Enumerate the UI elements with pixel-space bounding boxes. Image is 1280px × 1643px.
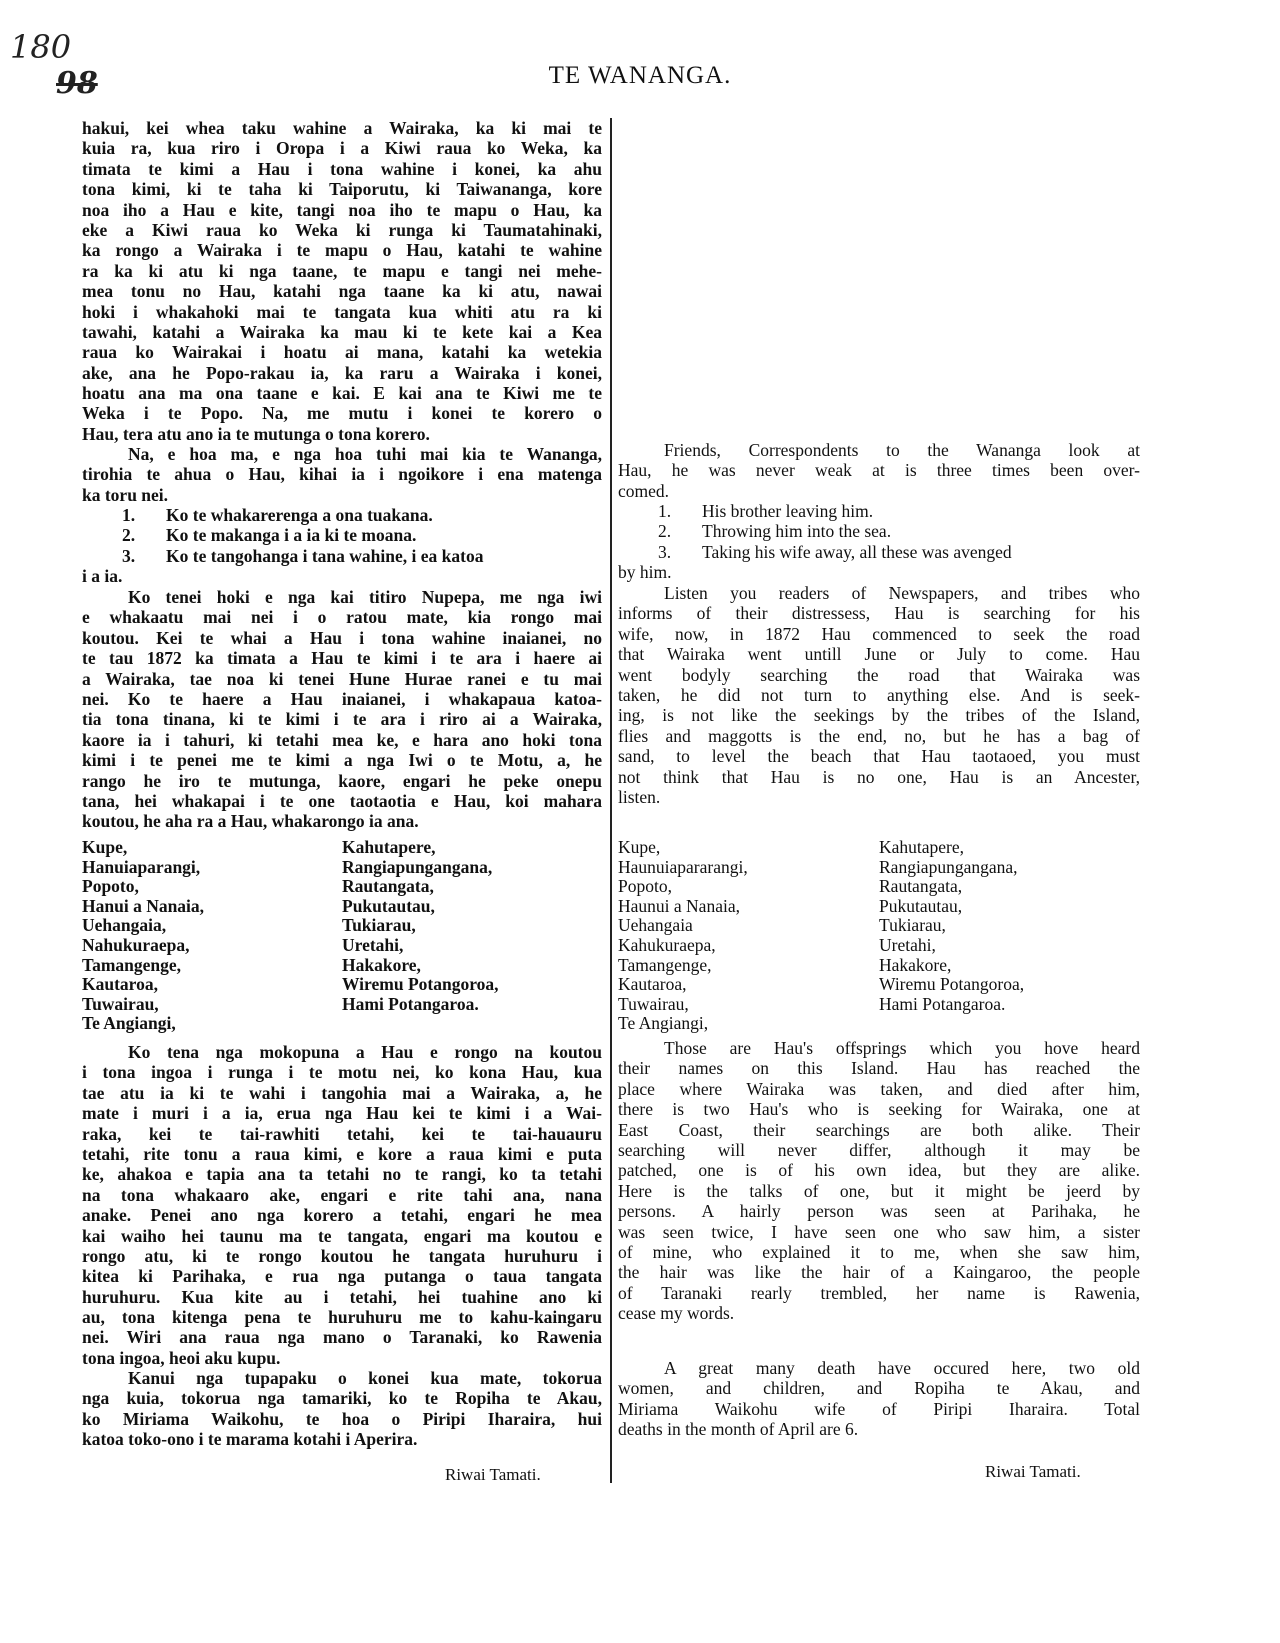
text-line: tia tona tinana, ki te kimi i te ara i riro ai a Wairaka, [82, 709, 602, 730]
ancestor-name: Kahutapere, [342, 837, 436, 857]
text-line: hoki i whakahoki mai te tangata kua whiti atu ra ki [82, 301, 602, 322]
text-line: a Wairaka, tae noa ki tenei Hune Hurae ranei e tu mai [82, 668, 602, 689]
list-number: 3. [122, 545, 136, 566]
ancestor-name: Tamangenge, [618, 954, 712, 975]
ancestor-name: Hami Potangaroa. [342, 993, 479, 1014]
ancestor-names [618, 838, 1140, 1034]
text-line: listen. [618, 786, 661, 807]
handwritten-page-number: 180 [10, 28, 72, 66]
text-line: katoa toko-ono i te marama kotahi i Aperira. [82, 1429, 418, 1450]
ancestor-name: Kautaroa, [618, 974, 687, 995]
ancestor-name: Kautaroa, [82, 974, 158, 995]
printed-page-number: 98 [56, 66, 98, 101]
ancestor-name: Tuwairau, [618, 993, 689, 1014]
ancestor-name: Hakakore, [879, 954, 952, 975]
ancestor-name: Wiremu Potangoroa, [879, 974, 1025, 995]
list-item [82, 546, 602, 566]
text-line: mate i muri i a ia, erua nga Hau kei te kimi i a Wai- [82, 1103, 602, 1124]
ancestor-name: Hanuiaparangi, [82, 856, 201, 877]
names-column [82, 838, 342, 1034]
text-line: tana, hei whakapai i te one taotaotia e Hau, koi mahara [82, 790, 602, 811]
list-number: 1. [122, 505, 136, 525]
text-line: koutou. Kei te whai a Hau i tona wahine inaianei, no [82, 627, 602, 648]
list-text: Taking his wife away, all these was avenged [702, 541, 1012, 562]
text-line: ke, ahakoa e tapia ana ta tetahi no te rangi, ko ta tetahi [82, 1164, 602, 1185]
text-line: Those are Hau's offsprings which you hove heard [664, 1038, 1140, 1058]
text-line: comed. [618, 480, 670, 501]
list-number: 1. [658, 501, 672, 521]
text-line: nei. Wiri ana raua nga mano o Taranaki, ko Rawenia [82, 1327, 602, 1348]
signature-english: Riwai Tamati. [985, 1462, 1081, 1481]
ancestor-name: Hami Potangaroa. [879, 993, 1006, 1014]
text-line: tawahi, katahi a Wairaka ka mau ki te kete kai a Kea [82, 321, 602, 342]
ancestor-name: Haunuiapararangi, [618, 856, 748, 877]
ancestor-name: Kupe, [618, 837, 661, 857]
list-text: Ko te makanga i a ia ki te moana. [166, 525, 417, 546]
text-line: ake, ana he Popo-rakau ia, ka raru a Wairaka i konei, [82, 362, 602, 383]
column-divider [610, 118, 612, 1483]
text-line: persons. A hairly person was seen at Parihaka, he [618, 1201, 1140, 1222]
ancestor-name: Pukutautau, [342, 895, 435, 916]
text-line: of mine, who explained it to me, when she saw him, [618, 1241, 1140, 1262]
names-column [618, 838, 879, 1034]
list-continuation: by him. [618, 562, 672, 583]
ancestor-name: Rautangata, [879, 876, 963, 897]
ancestor-name: Tukiarau, [879, 915, 946, 936]
text-line: tona ingoa, heoi aku kupu. [82, 1347, 281, 1368]
list-number: 3. [658, 541, 672, 562]
text-line: Friends, Correspondents to the Wananga look at [664, 440, 1140, 460]
paragraph [618, 440, 1140, 501]
text-line: searching will never differ, although it may be [618, 1139, 1140, 1160]
text-line: ko Miriama Waikohu, te hoa o Piripi Iharaira, hui [82, 1408, 602, 1429]
text-line: kitea ki Parihaka, e rua nga putanga o taua tangata [82, 1266, 602, 1287]
text-line: ing, is not like the seekings by the tribes of the Island, [618, 705, 1140, 726]
text-line: rango he iro te mutunga, kaore, engari he peke onepu [82, 770, 602, 791]
text-line: patched, one is of his own idea, but they are alike. [618, 1160, 1140, 1181]
text-line: ra ka ki atu ki nga taane, te mapu e tangi nei mehe- [82, 260, 602, 281]
paragraph [82, 1368, 602, 1450]
text-line: na tona whakaaro ake, engari e rite tahi ana, nana [82, 1184, 602, 1205]
list-text: Ko te tangohanga i tana wahine, i ea katoa [166, 545, 484, 566]
ancestor-name: Uretahi, [342, 934, 404, 955]
list-text: His brother leaving him. [702, 501, 874, 521]
text-line: Here is the talks of one, but it might be jeerd by [618, 1180, 1140, 1201]
text-line: Hau, tera atu ano ia te mutunga o tona korero. [82, 423, 430, 444]
text-line: cease my words. [618, 1303, 735, 1324]
text-line: went bodyly searching the road that Wairaka was [618, 664, 1140, 685]
ancestor-name: Tamangenge, [82, 954, 182, 975]
names-column [342, 838, 602, 1034]
text-line: of Taranaki rearly trembled, her name is Rawenia, [618, 1282, 1140, 1303]
text-line: hakui, kei whea taku wahine a Wairaka, ka ki mai te [82, 118, 602, 138]
list-continuation: i a ia. [82, 566, 123, 587]
ancestor-name: Popoto, [618, 876, 672, 897]
text-line: Miriama Waikohu wife of Piripi Iharaira. Total [618, 1398, 1140, 1419]
text-line: anake. Penei ano nga korero a tetahi, engari he mea [82, 1205, 602, 1226]
text-line: raka, kei te tai-rawhiti tetahi, kei te tai-hauauru [82, 1123, 602, 1144]
text-line: Ko tena nga mokopuna a Hau e rongo na koutou [128, 1042, 602, 1062]
list-text: Throwing him into the sea. [702, 521, 892, 542]
text-line: i tona ingoa i runga i te motu nei, ko kona Hau, kua [82, 1062, 602, 1083]
text-line: place where Wairaka was taken, and died after him, [618, 1078, 1140, 1099]
ancestor-name: Rangiapungangana, [879, 856, 1018, 877]
text-line: deaths in the month of April are 6. [618, 1419, 859, 1440]
text-line: Listen you readers of Newspapers, and tribes who [664, 583, 1140, 603]
signature-maori: Riwai Tamati. [445, 1465, 541, 1484]
ancestor-name: Tuwairau, [82, 993, 159, 1014]
text-line: eke a Kiwi raua ko Weka ki runga ki Taumatahinaki, [82, 219, 602, 240]
paragraph [82, 118, 602, 444]
text-line: sand, to level the beach that Hau taotaoed, you must [618, 746, 1140, 767]
ancestor-name: Kahukuraepa, [618, 934, 716, 955]
list-item [82, 505, 602, 525]
text-line: Kanui nga tupapaku o konei kua mate, tokorua [128, 1368, 602, 1388]
ancestor-name: Hakakore, [342, 954, 421, 975]
text-line: noa iho a Hau e kite, tangi noa iho te mapu o Hau, ka [82, 199, 602, 220]
text-line: informs of their distressess, Hau is searching for his [618, 603, 1140, 624]
ancestor-name: Te Angiangi, [618, 1013, 709, 1034]
text-line: e whakaatu mai nei i o ratou mate, kia rongo mai [82, 607, 602, 628]
ancestor-name: Kahutapere, [879, 837, 965, 857]
text-line: ka rongo a Wairaka i te mapu o Hau, katahi te wahine [82, 240, 602, 261]
text-line: tae atu ia ki te wahi i tangohia mai a Wairaka, a, he [82, 1082, 602, 1103]
ancestor-name: Pukutautau, [879, 895, 963, 916]
text-line: Hau, he was never weak at is three times been over- [618, 460, 1140, 481]
text-line: women, and children, and Ropiha te Akau, and [618, 1378, 1140, 1399]
text-line: kai waiho hei taunu ma te tangata, engari ma koutou e [82, 1225, 602, 1246]
text-line: not think that Hau is no one, Hau is an Ancester, [618, 766, 1140, 787]
text-line: Ko tenei hoki e nga kai titiro Nupepa, me nga iwi [128, 587, 602, 607]
text-line: their names on this Island. Hau has reached the [618, 1058, 1140, 1079]
text-line: East Coast, their searchings are both alike. Their [618, 1119, 1140, 1140]
text-line: wife, now, in 1872 Hau commenced to seek the road [618, 623, 1140, 644]
text-line: kimi i te penei me te kimi a nga Iwi o te Motu, a, he [82, 750, 602, 771]
text-line: nei. Ko te haere a Hau inaianei, i whakapaua katoa- [82, 688, 602, 709]
text-line: nga kuia, tokorua nga tamariki, ko te Ropiha te Akau, [82, 1388, 602, 1409]
text-line: kuia ra, kua riro i Oropa i a Kiwi raua ko Weka, ka [82, 138, 602, 159]
paragraph [618, 1038, 1140, 1323]
list-item [618, 542, 1140, 562]
ancestor-name: Kupe, [82, 837, 128, 857]
list-text: Ko te whakarerenga a ona tuakana. [166, 505, 433, 525]
paragraph [82, 587, 602, 832]
text-line: raua ko Wairakai i hoatu ai mana, katahi ka wetekia [82, 342, 602, 363]
text-line: koutou, he aha ra a Hau, whakarongo ia ana. [82, 811, 419, 832]
ancestor-name: Haunui a Nanaia, [618, 895, 740, 916]
list-item [618, 521, 1140, 541]
text-line: hoatu ana ma ona taane e kai. E kai ana te Kiwi me te [82, 383, 602, 404]
ancestor-names [82, 838, 602, 1034]
text-line: tetahi, rite tonu a raua kimi, e kore a raua kimi e puta [82, 1143, 602, 1164]
text-line: A great many death have occured here, two old [664, 1358, 1140, 1378]
text-line: that Wairaka went untill June or July to come. Hau [618, 644, 1140, 665]
ancestor-name: Hanui a Nanaia, [82, 895, 205, 916]
text-line: tona kimi, ki te taha ki Taiporutu, ki Taiwananga, kore [82, 179, 602, 200]
text-line: mea tonu no Hau, katahi nga taane ka ki atu, nawai [82, 281, 602, 302]
page-title: TE WANANGA. [548, 62, 732, 89]
text-line: timata te kimi a Hau i tona wahine i konei, ka ahu [82, 158, 602, 179]
ancestor-name: Nahukuraepa, [82, 934, 190, 955]
text-line: tirohia te ahua o Hau, kihai ia i ngoikore i ena matenga [82, 464, 602, 485]
names-column [879, 838, 1140, 1034]
text-line: there is two Hau's who is seeking for Wairaka, one at [618, 1099, 1140, 1120]
ancestor-name: Rangiapungangana, [342, 856, 493, 877]
paragraph [618, 1358, 1140, 1440]
text-line: the hair was like the hair of a Kaingaroo, the people [618, 1262, 1140, 1283]
text-line: rongo atu, ki te rongo koutou he tangata huruhuru i [82, 1245, 602, 1266]
list-item [82, 525, 602, 545]
paragraph [618, 583, 1140, 807]
list-item [618, 501, 1140, 521]
ancestor-name: Tukiarau, [342, 915, 416, 936]
text-line: ka toru nei. [82, 484, 169, 505]
list-number: 2. [658, 521, 672, 542]
numbered-list [82, 505, 602, 587]
ancestor-name: Rautangata, [342, 876, 434, 897]
ancestor-name: Uehangaia [618, 915, 693, 936]
ancestor-name: Uretahi, [879, 934, 936, 955]
text-line: was seen twice, I have seen one who saw him, a sister [618, 1221, 1140, 1242]
numbered-list [618, 501, 1140, 583]
text-line: Weka i te Popo. Na, me mutu i konei te korero o [82, 403, 602, 424]
text-line: te tau 1872 ka timata a Hau te kimi i te ara i haere ai [82, 648, 602, 669]
ancestor-name: Popoto, [82, 876, 139, 897]
list-number: 2. [122, 525, 136, 546]
ancestor-name: Wiremu Potangoroa, [342, 974, 499, 995]
paragraph [82, 444, 602, 505]
text-line: huruhuru. Kua kite au i tetahi, hei tuahine ano ki [82, 1286, 602, 1307]
text-line: flies and maggotts is the end, no, but he has a bag of [618, 725, 1140, 746]
paragraph [82, 1042, 602, 1368]
ancestor-name: Te Angiangi, [82, 1013, 176, 1034]
text-line: kaore ia i tahuri, ki tetahi mea ke, e hara ano hoki tona [82, 729, 602, 750]
text-line: Na, e hoa ma, e nga hoa tuhi mai kia te Wananga, [128, 444, 602, 464]
text-line: taken, he did not turn to anything else. And is seek- [618, 684, 1140, 705]
text-line: au, tona kitenga pena te huruhuru me to kahu-kaingaru [82, 1307, 602, 1328]
ancestor-name: Uehangaia, [82, 915, 167, 936]
